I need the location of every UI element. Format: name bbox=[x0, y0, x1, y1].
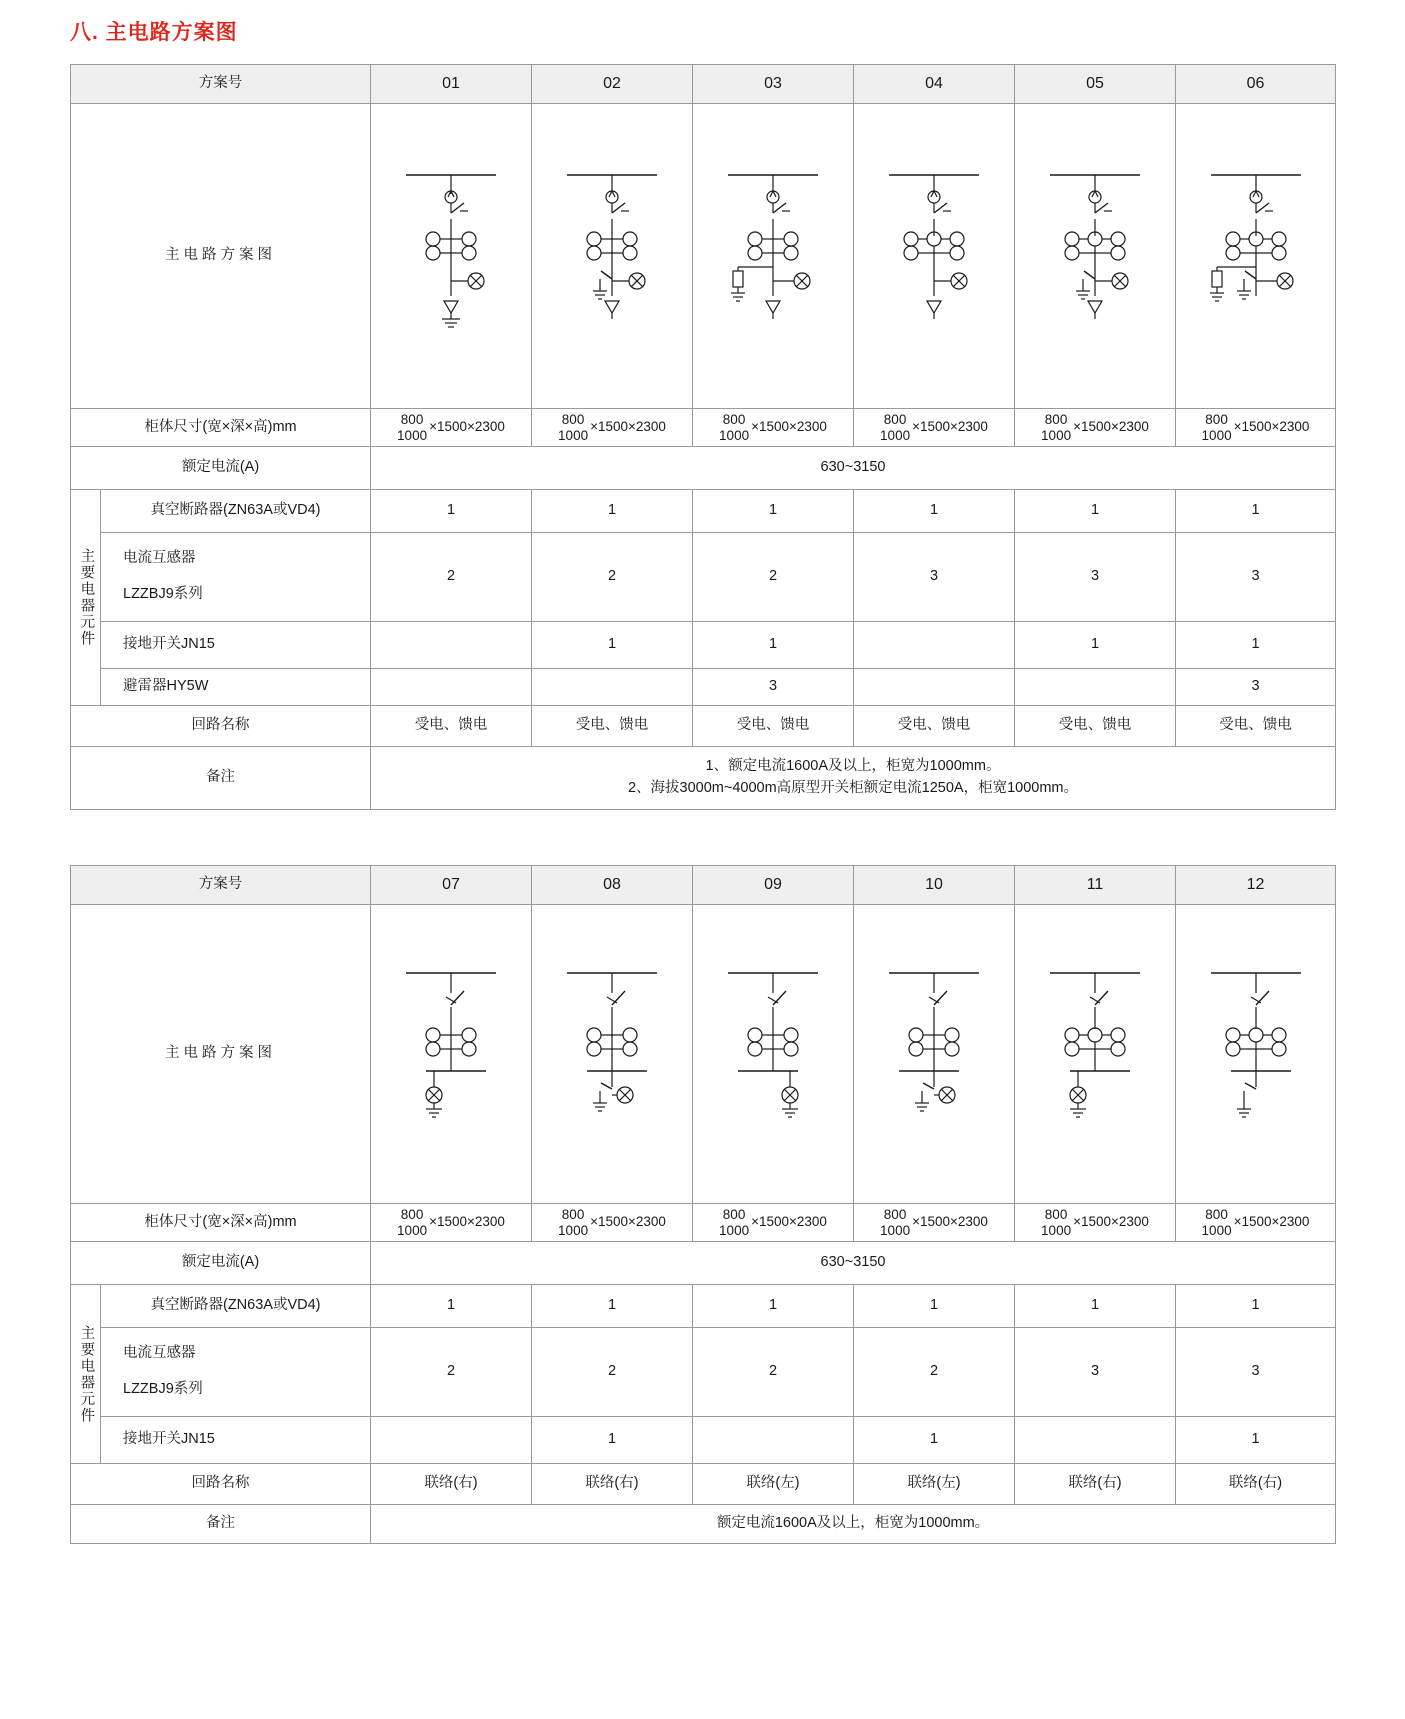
ct-label-line2: LZZBJ9系列 bbox=[123, 1381, 203, 1398]
table-row bbox=[71, 1328, 1336, 1417]
cabinet-size-cell bbox=[854, 409, 1015, 447]
table-row bbox=[71, 104, 1336, 409]
diagram-svg bbox=[537, 161, 687, 351]
circuit-diagram-02 bbox=[532, 104, 693, 409]
circuit-name-value: 联络(右) bbox=[371, 1464, 532, 1505]
dim-bottom: 1000 bbox=[880, 427, 911, 443]
breaker-count: 1 bbox=[1176, 1285, 1336, 1328]
circuit-name-value: 受电、馈电 bbox=[1015, 706, 1176, 747]
table-row bbox=[71, 490, 1336, 533]
row-label-diagram: 主电路方案图 bbox=[71, 905, 371, 1204]
ct-count: 2 bbox=[532, 533, 693, 622]
row-label-circuit-name: 回路名称 bbox=[71, 1464, 371, 1505]
circuit-name-value: 受电、馈电 bbox=[854, 706, 1015, 747]
earthing-count bbox=[693, 1417, 854, 1464]
dim-rest: ×1500×2300 bbox=[1233, 419, 1310, 435]
arrester-count bbox=[371, 669, 532, 706]
row-label-rated-current: 额定电流(A) bbox=[71, 1242, 371, 1285]
arrester-count: 3 bbox=[1176, 669, 1336, 706]
scheme-number: 03 bbox=[693, 65, 854, 104]
ct-label-line1: 电流互感器 bbox=[123, 550, 196, 567]
table-row bbox=[71, 533, 1336, 622]
circuit-name-value: 联络(右) bbox=[532, 1464, 693, 1505]
table-row bbox=[71, 65, 1336, 104]
circuit-diagram-07 bbox=[371, 905, 532, 1204]
cabinet-size-cell bbox=[693, 1204, 854, 1242]
scheme-number: 05 bbox=[1015, 65, 1176, 104]
table-row bbox=[71, 1242, 1336, 1285]
dim-top: 800 bbox=[883, 1207, 907, 1223]
diagram-svg bbox=[376, 161, 526, 351]
row-label-earthing-switch: 接地开关JN15 bbox=[101, 1417, 371, 1464]
dim-bottom: 1000 bbox=[397, 427, 428, 443]
circuit-diagram-03 bbox=[693, 104, 854, 409]
ct-count: 3 bbox=[1176, 533, 1336, 622]
dim-top: 800 bbox=[561, 412, 585, 427]
dim-bottom: 1000 bbox=[558, 427, 589, 443]
header-scheme-no: 方案号 bbox=[71, 866, 371, 905]
earthing-count bbox=[371, 622, 532, 669]
dim-top: 800 bbox=[400, 412, 424, 427]
dim-bottom: 1000 bbox=[719, 427, 750, 443]
table-row bbox=[71, 706, 1336, 747]
diagram-svg bbox=[1181, 161, 1331, 351]
scheme-number: 11 bbox=[1015, 866, 1176, 905]
breaker-count: 1 bbox=[532, 490, 693, 533]
dim-top: 800 bbox=[400, 1207, 424, 1223]
dim-rest: ×1500×2300 bbox=[590, 1214, 666, 1230]
row-label-ct bbox=[101, 533, 371, 622]
cabinet-size-cell bbox=[371, 409, 532, 447]
scheme-table-2 bbox=[70, 865, 1336, 1544]
dim-rest: ×1500×2300 bbox=[912, 419, 988, 435]
diagram-svg bbox=[1020, 959, 1170, 1149]
scheme-number: 06 bbox=[1176, 65, 1336, 104]
table-row bbox=[71, 1417, 1336, 1464]
table-row bbox=[71, 1285, 1336, 1328]
circuit-diagram-05 bbox=[1015, 104, 1176, 409]
dim-rest: ×1500×2300 bbox=[429, 1214, 505, 1230]
ct-count: 2 bbox=[693, 1328, 854, 1417]
dim-top: 800 bbox=[1205, 412, 1228, 427]
ct-count: 3 bbox=[1176, 1328, 1336, 1417]
scheme-number: 08 bbox=[532, 866, 693, 905]
breaker-count: 1 bbox=[854, 1285, 1015, 1328]
ct-count: 3 bbox=[854, 533, 1015, 622]
dim-rest: ×1500×2300 bbox=[590, 419, 666, 435]
ct-label-line1: 电流互感器 bbox=[123, 1345, 196, 1362]
diagram-svg bbox=[376, 959, 526, 1149]
earthing-count: 1 bbox=[1015, 622, 1176, 669]
table-row bbox=[71, 1505, 1336, 1544]
cabinet-size-cell bbox=[1176, 1204, 1336, 1242]
row-label-remark: 备注 bbox=[71, 747, 371, 810]
dim-rest: ×1500×2300 bbox=[429, 419, 505, 435]
breaker-count: 1 bbox=[1015, 1285, 1176, 1328]
breaker-count: 1 bbox=[693, 1285, 854, 1328]
scheme-number: 12 bbox=[1176, 866, 1336, 905]
circuit-name-value: 联络(右) bbox=[1015, 1464, 1176, 1505]
row-label-main-components bbox=[71, 1285, 101, 1464]
table-row bbox=[71, 1464, 1336, 1505]
main-components-text: 主要电器元件 bbox=[78, 1324, 95, 1424]
dim-rest: ×1500×2300 bbox=[1073, 1214, 1149, 1230]
circuit-diagram-10 bbox=[854, 905, 1015, 1204]
dim-rest: ×1500×2300 bbox=[1233, 1214, 1310, 1230]
dim-top: 800 bbox=[883, 412, 907, 427]
breaker-count: 1 bbox=[693, 490, 854, 533]
scheme-number: 07 bbox=[371, 866, 532, 905]
earthing-count: 1 bbox=[854, 1417, 1015, 1464]
circuit-name-value: 受电、馈电 bbox=[693, 706, 854, 747]
dim-bottom: 1000 bbox=[1201, 1222, 1232, 1238]
diagram-svg bbox=[859, 161, 1009, 351]
ct-label-line2: LZZBJ9系列 bbox=[123, 586, 203, 603]
circuit-diagram-12 bbox=[1176, 905, 1336, 1204]
table-row bbox=[71, 409, 1336, 447]
remark-line-1: 1、额定电流1600A及以上，柜宽为1000mm。 bbox=[705, 758, 1001, 775]
dim-bottom: 1000 bbox=[1201, 427, 1232, 443]
ct-count: 2 bbox=[371, 533, 532, 622]
diagram-svg bbox=[698, 161, 848, 351]
row-label-main-components bbox=[71, 490, 101, 706]
earthing-count bbox=[1015, 1417, 1176, 1464]
circuit-diagram-01 bbox=[371, 104, 532, 409]
ct-count: 3 bbox=[1015, 533, 1176, 622]
table-row bbox=[71, 905, 1336, 1204]
scheme-number: 10 bbox=[854, 866, 1015, 905]
remark-content bbox=[371, 747, 1336, 810]
circuit-name-value: 联络(右) bbox=[1176, 1464, 1336, 1505]
row-label-remark: 备注 bbox=[71, 1505, 371, 1544]
table-row bbox=[71, 447, 1336, 490]
row-label-earthing-switch: 接地开关JN15 bbox=[101, 622, 371, 669]
ct-count: 2 bbox=[693, 533, 854, 622]
breaker-count: 1 bbox=[371, 1285, 532, 1328]
earthing-count: 1 bbox=[1176, 622, 1336, 669]
dim-rest: ×1500×2300 bbox=[912, 1214, 988, 1230]
circuit-name-value: 受电、馈电 bbox=[532, 706, 693, 747]
main-components-text: 主要电器元件 bbox=[78, 548, 95, 648]
cabinet-size-cell bbox=[1015, 1204, 1176, 1242]
arrester-count: 3 bbox=[693, 669, 854, 706]
cabinet-size-cell bbox=[693, 409, 854, 447]
scheme-number: 01 bbox=[371, 65, 532, 104]
dim-bottom: 1000 bbox=[397, 1222, 428, 1238]
ct-count: 2 bbox=[854, 1328, 1015, 1417]
cabinet-size-cell bbox=[1176, 409, 1336, 447]
table-row bbox=[71, 669, 1336, 706]
cabinet-size-cell bbox=[532, 1204, 693, 1242]
circuit-diagram-09 bbox=[693, 905, 854, 1204]
diagram-svg bbox=[1181, 959, 1331, 1149]
dim-top: 800 bbox=[1205, 1207, 1228, 1223]
dim-bottom: 1000 bbox=[719, 1222, 750, 1238]
circuit-name-value: 受电、馈电 bbox=[371, 706, 532, 747]
ct-count: 2 bbox=[532, 1328, 693, 1417]
diagram-svg bbox=[859, 959, 1009, 1149]
rated-current-value: 630~3150 bbox=[371, 1242, 1336, 1285]
table-row bbox=[71, 1204, 1336, 1242]
earthing-count: 1 bbox=[532, 1417, 693, 1464]
scheme-number: 02 bbox=[532, 65, 693, 104]
breaker-count: 1 bbox=[371, 490, 532, 533]
breaker-count: 1 bbox=[1176, 490, 1336, 533]
cabinet-size-cell bbox=[1015, 409, 1176, 447]
rated-current-value: 630~3150 bbox=[371, 447, 1336, 490]
header-scheme-no: 方案号 bbox=[71, 65, 371, 104]
row-label-diagram: 主电路方案图 bbox=[71, 104, 371, 409]
arrester-count bbox=[1015, 669, 1176, 706]
table-row bbox=[71, 747, 1336, 810]
cabinet-size-cell bbox=[854, 1204, 1015, 1242]
dim-top: 800 bbox=[722, 412, 746, 427]
dim-top: 800 bbox=[1044, 412, 1068, 427]
dim-rest: ×1500×2300 bbox=[751, 419, 827, 435]
remark-line-2: 2、海拔3000m~4000m高原型开关柜额定电流1250A，柜宽1000mm。 bbox=[627, 780, 1079, 797]
circuit-name-value: 联络(左) bbox=[693, 1464, 854, 1505]
scheme-number: 09 bbox=[693, 866, 854, 905]
cabinet-size-cell bbox=[532, 409, 693, 447]
dim-bottom: 1000 bbox=[558, 1222, 589, 1238]
dim-top: 800 bbox=[561, 1207, 585, 1223]
row-label-arrester: 避雷器HY5W bbox=[101, 669, 371, 706]
earthing-count: 1 bbox=[693, 622, 854, 669]
dim-bottom: 1000 bbox=[1041, 1222, 1072, 1238]
cabinet-size-cell bbox=[371, 1204, 532, 1242]
page-title: 八. 主电路方案图 bbox=[70, 21, 238, 44]
breaker-count: 1 bbox=[1015, 490, 1176, 533]
circuit-diagram-06 bbox=[1176, 104, 1336, 409]
circuit-diagram-11 bbox=[1015, 905, 1176, 1204]
breaker-count: 1 bbox=[532, 1285, 693, 1328]
earthing-count: 1 bbox=[532, 622, 693, 669]
remark-content: 额定电流1600A及以上，柜宽为1000mm。 bbox=[371, 1505, 1336, 1544]
row-label-cabinet-size: 柜体尺寸(宽×深×高)mm bbox=[71, 1204, 371, 1242]
row-label-circuit-name: 回路名称 bbox=[71, 706, 371, 747]
dim-top: 800 bbox=[722, 1207, 746, 1223]
dim-top: 800 bbox=[1044, 1207, 1068, 1223]
scheme-table-1 bbox=[70, 64, 1336, 810]
circuit-name-value: 受电、馈电 bbox=[1176, 706, 1336, 747]
table-row bbox=[71, 622, 1336, 669]
dim-bottom: 1000 bbox=[1041, 427, 1072, 443]
earthing-count: 1 bbox=[1176, 1417, 1336, 1464]
dim-rest: ×1500×2300 bbox=[1073, 419, 1149, 435]
row-label-ct bbox=[101, 1328, 371, 1417]
row-label-cabinet-size: 柜体尺寸(宽×深×高)mm bbox=[71, 409, 371, 447]
dim-rest: ×1500×2300 bbox=[751, 1214, 827, 1230]
row-label-rated-current: 额定电流(A) bbox=[71, 447, 371, 490]
row-label-breaker: 真空断路器(ZN63A或VD4) bbox=[101, 490, 371, 533]
scheme-number: 04 bbox=[854, 65, 1015, 104]
arrester-count bbox=[532, 669, 693, 706]
ct-count: 2 bbox=[371, 1328, 532, 1417]
circuit-diagram-04 bbox=[854, 104, 1015, 409]
earthing-count bbox=[371, 1417, 532, 1464]
dim-bottom: 1000 bbox=[880, 1222, 911, 1238]
table-row bbox=[71, 866, 1336, 905]
circuit-name-value: 联络(左) bbox=[854, 1464, 1015, 1505]
diagram-svg bbox=[698, 959, 848, 1149]
breaker-count: 1 bbox=[854, 490, 1015, 533]
ct-count: 3 bbox=[1015, 1328, 1176, 1417]
circuit-diagram-08 bbox=[532, 905, 693, 1204]
arrester-count bbox=[854, 669, 1015, 706]
diagram-svg bbox=[537, 959, 687, 1149]
earthing-count bbox=[854, 622, 1015, 669]
diagram-svg bbox=[1020, 161, 1170, 351]
row-label-breaker: 真空断路器(ZN63A或VD4) bbox=[101, 1285, 371, 1328]
